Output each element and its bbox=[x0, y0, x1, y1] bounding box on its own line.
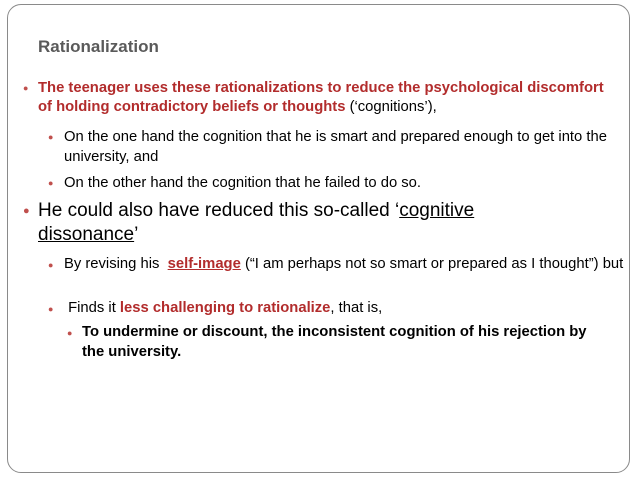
bullet-1-text bbox=[38, 79, 620, 117]
bullet-2-2-1-text: To undermine or discount, the inconsistent cognition of his rejection by the university. bbox=[82, 324, 587, 360]
bullet-marker: ● bbox=[48, 178, 54, 188]
bullet-1-rest: (‘cognitions’), bbox=[345, 99, 437, 115]
bullet-1-2-text: On the other hand the cognition that he failed to do so. bbox=[64, 175, 422, 191]
bullet-2-underlined-term: cognitive dissonance bbox=[38, 200, 475, 245]
bullet-2-2-pre: Finds it bbox=[64, 300, 120, 316]
bullet-2-pre: He could also have reduced this so-called ‘ bbox=[38, 200, 400, 221]
bullet-marker: ● bbox=[48, 260, 54, 270]
bullet-2-2-post: , that is, bbox=[330, 300, 383, 316]
bullet-1-1-text: On the one hand the cognition that he is smart and prepared enough to get into the university, and bbox=[64, 129, 607, 165]
bullet-marker: ● bbox=[23, 205, 30, 217]
bullet-marker: ● bbox=[48, 132, 54, 142]
bullet-2-2-text bbox=[64, 298, 624, 318]
bullet-marker: ● bbox=[23, 83, 29, 93]
bullet-marker: ● bbox=[48, 304, 54, 314]
bullet-marker: ● bbox=[67, 328, 73, 338]
slide-title: Rationalization bbox=[38, 37, 159, 56]
bullet-2-1-pre: By revising his bbox=[64, 256, 168, 272]
bullet-2-1-post: (“I am perhaps not so smart or prepared as I thought”) but bbox=[240, 256, 624, 272]
bullet-2-text bbox=[38, 199, 568, 247]
bullet-2-2-emphasis: less challenging to rationalize bbox=[119, 300, 331, 316]
bullet-2-1-emphasis: self-image bbox=[167, 256, 241, 272]
bullet-1-emphasis: The teenager uses these rationalizations to reduce the psychological discomfort of holding contradictory beliefs or thoughts bbox=[38, 80, 604, 115]
bullet-2-post: ’ bbox=[134, 224, 139, 245]
bullet-2-1-text bbox=[64, 254, 630, 274]
